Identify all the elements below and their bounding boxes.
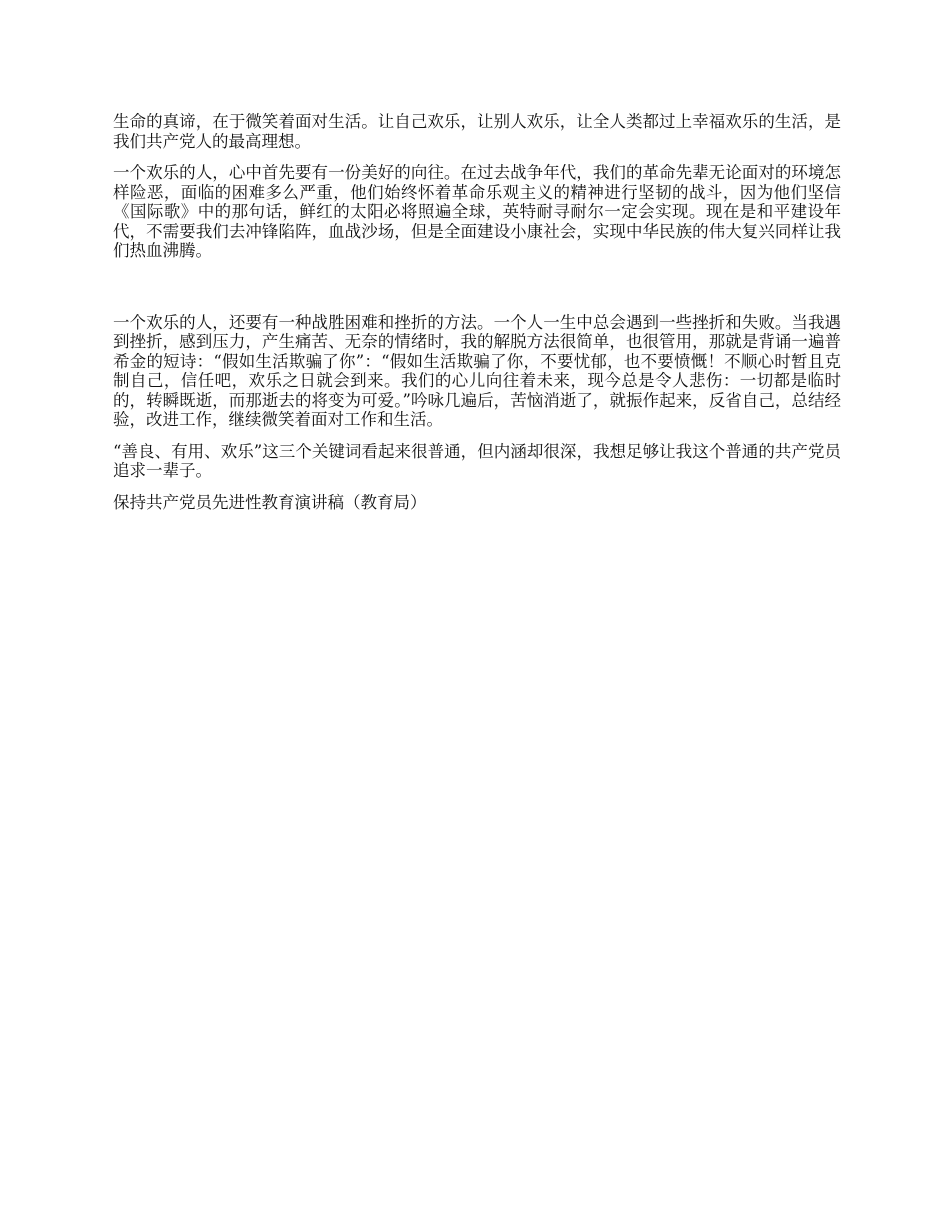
paragraph-overcoming-setbacks: 一个欢乐的人，还要有一种战胜困难和挫折的方法。一个人一生中总会遇到一些挫折和失败。当我遇到挫折，感到压力，产生痛苦、无奈的情绪时，我的解脱方法很简单，也很管用，那就是背诵一遍普希金的短诗：“假如生活欺骗了你”：“假如生活欺骗了你，不要忧郁，也不要愤慨！不顺心时暂且克制自己，信任吧，欢乐之日就会到来。我们的心儿向往着未来，现今总是令人悲伤：一切都是临时的，转瞬既逝，而那逝去的将变为可爱。”吟咏几遍后，苦恼消逝了，就振作起来，反省自己，总结经验，改进工作，继续微笑着面对工作和生活。 <box>113 312 841 429</box>
document-body <box>113 112 841 512</box>
paragraph-keywords: “善良、有用、欢乐”这三个关键词看起来很普通，但内涵却很深，我想足够让我这个普通的共产党员追求一辈子。 <box>113 441 841 480</box>
paragraph-aspiration: 一个欢乐的人，心中首先要有一份美好的向往。在过去战争年代，我们的革命先辈无论面对的环境怎样险恶，面临的困难多么严重，他们始终怀着革命乐观主义的精神进行坚韧的战斗，因为他们坚信《国际歌》中的那句话，鲜红的太阳必将照遍全球，英特耐寻耐尔一定会实现。现在是和平建设年代，不需要我们去冲锋陷阵，血战沙场，但是全面建设小康社会，实现中华民族的伟大复兴同样让我们热血沸腾。 <box>113 163 841 260</box>
document-footer-title: 保持共产党员先进性教育演讲稿（教育局） <box>113 492 427 512</box>
paragraph-intro: 生命的真谛，在于微笑着面对生活。让自己欢乐，让别人欢乐，让全人类都过上幸福欢乐的生活，是我们共产党人的最高理想。 <box>113 112 841 151</box>
